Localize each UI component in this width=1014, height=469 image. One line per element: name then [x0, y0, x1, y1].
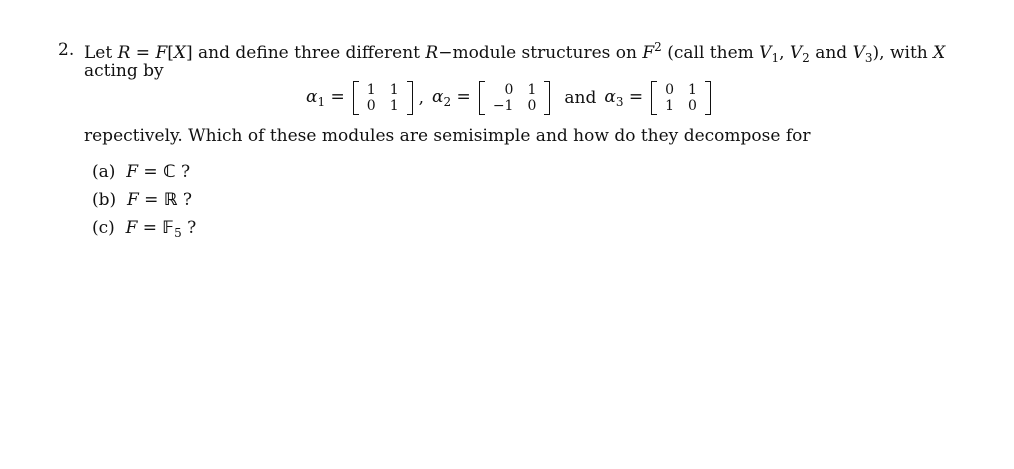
- matrix-cell: 0: [504, 82, 514, 98]
- matrix-alpha-2: [479, 81, 551, 115]
- problem-statement-line-3: repectively. Which of these modules are semisimple and how do they decompose for: [84, 126, 811, 146]
- matrix-cell: 0: [688, 98, 697, 114]
- matrix-cell: 1: [527, 82, 537, 98]
- problem-statement-line-2: acting by: [84, 61, 164, 81]
- matrix-cell: 1: [688, 82, 697, 98]
- right-bracket: [407, 81, 413, 115]
- part-a: (a) F = ℂ ?: [92, 162, 191, 182]
- alpha-3-label: $\alpha_3$ =: [604, 87, 644, 109]
- problem-statement-line-1: Let R = F[X] and define three different R−module structures on $F^2$ (call them $V_1$, $V_2$ and $V_3$), with X: [84, 40, 946, 65]
- matrix-alpha-3: [651, 81, 711, 115]
- alpha-2-label: $\alpha_2$ =: [432, 87, 471, 109]
- matrix-cell: −1: [492, 98, 514, 114]
- and-word: and: [564, 88, 597, 108]
- matrix-equations: [306, 80, 713, 116]
- part-b: (b) F = ℝ ?: [92, 190, 192, 210]
- right-bracket: [705, 81, 711, 115]
- problem-number: 2.: [58, 40, 75, 60]
- matrix-alpha-1: [353, 81, 413, 115]
- matrix-cell: 0: [366, 98, 376, 114]
- matrix-cell: 0: [527, 98, 537, 114]
- matrix-cell: 1: [366, 82, 376, 98]
- part-c: (c) F = 𝔽$_5$ ?: [92, 218, 197, 240]
- matrix-cell: 1: [389, 82, 399, 98]
- alpha-1-label: $\alpha_1$ =: [306, 87, 345, 109]
- comma: ,: [418, 88, 425, 108]
- matrix-cell: 1: [389, 98, 399, 114]
- matrix-cell: 0: [665, 82, 675, 98]
- right-bracket: [544, 81, 550, 115]
- matrix-cell: 1: [665, 98, 675, 114]
